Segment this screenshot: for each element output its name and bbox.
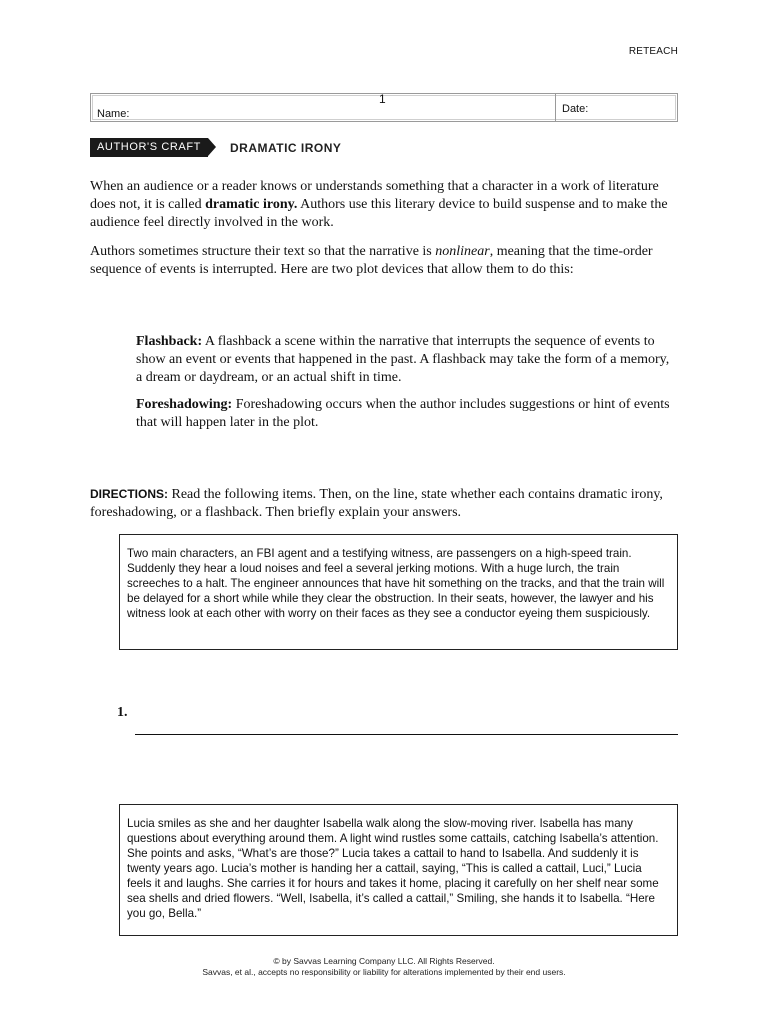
page-number: 1 [379, 92, 386, 106]
definition-term: Flashback: [136, 334, 203, 349]
passage-text: Two main characters, an FBI agent and a testifying witness, are passengers on a high-speed train. Suddenly they hear a loud noises and feel a several jerking motions. With a huge lurch, the train screeches to a halt. The engineer announces that have hit something on the tracks, and that the train will be delayed for a short while while they clear the obstruction. In their seats, however, the lawyer and his witness look at each other with worry on their faces as they see a conductor eyeing them suspiciously. [127, 547, 665, 620]
header-tag: RETEACH [628, 46, 678, 57]
intro-p2-term: nonlinear [435, 244, 490, 259]
definition-text: A flashback a scene within the narrative that interrupts the sequence of events to show an event or events that happened in the past. A flashback may take the form of a memory, a dream or daydream, or an actual shift in time. [136, 334, 670, 385]
intro-p2-text-b: , meaning that the time-order sequence of events is interrupted. Here are two plot devices that allow them to do this: [90, 244, 653, 277]
passage-text: Lucia smiles as she and her daughter Isabella walk along the slow-moving river. Isabella has many questions about everything around them. A light wind rustles some cattails, catching Isabella’s attention. She points and asks, “What’s are those?” Lucia takes a cattail to hand to Isabella. And suddenly it is twenty years ago. Lucia’s mother is handing her a cattail, saying, “This is called a cattail, Luci,” Lucia feels it and laughs. She carries it for hours and takes it home, placing it carefully on her shelf near some sea shells and dried flowers. “Well, Isabella, it’s called a cattail,” Smiling, she hands it to Isabella. “Here you go, Bella.” [127, 817, 659, 920]
answer-line-1[interactable] [135, 734, 678, 735]
section-title: DRAMATIC IRONY [230, 141, 342, 155]
directions-label: DIRECTIONS: [90, 487, 168, 501]
name-label: Name: [97, 108, 130, 120]
intro-paragraph-1 [90, 178, 680, 232]
name-date-divider [555, 94, 556, 121]
definition-term: Foreshadowing: [136, 397, 233, 412]
intro-p1-text-b: Authors use this literary device to build suspense and to make the audience feel directly involved in the work. [90, 197, 668, 230]
footer-copyright: © by Savvas Learning Company LLC. All Rights Reserved. [273, 956, 495, 966]
definition-foreshadowing [136, 396, 676, 432]
item-number: 1. [117, 705, 128, 720]
intro-p2-text-a: Authors sometimes structure their text so that the narrative is [90, 244, 436, 259]
directions-text: Read the following items. Then, on the line, state whether each contains dramatic irony, foreshadowing, or a flashback. Then briefly explain your answers. [90, 487, 663, 520]
footer [0, 956, 768, 978]
footer-disclaimer: Savvas, et al., accepts no responsibility or liability for alterations implemented by their end users. [202, 967, 566, 977]
passage-box-1 [119, 534, 678, 650]
passage-box-2 [119, 804, 678, 936]
directions [90, 485, 680, 522]
date-label: Date: [562, 103, 589, 115]
intro-p1-text-a: When an audience or a reader knows or understands something that a character in a work of literature does not, it is called [90, 179, 659, 212]
definition-flashback [136, 333, 676, 387]
section-tag-arrow [208, 138, 216, 156]
section-tag: AUTHOR'S CRAFT [90, 138, 208, 157]
intro-paragraph-2 [90, 243, 680, 279]
intro-p1-term: dramatic irony. [205, 197, 298, 212]
definition-text: Foreshadowing occurs when the author includes suggestions or hint of events that will happen later in the plot. [136, 397, 670, 430]
